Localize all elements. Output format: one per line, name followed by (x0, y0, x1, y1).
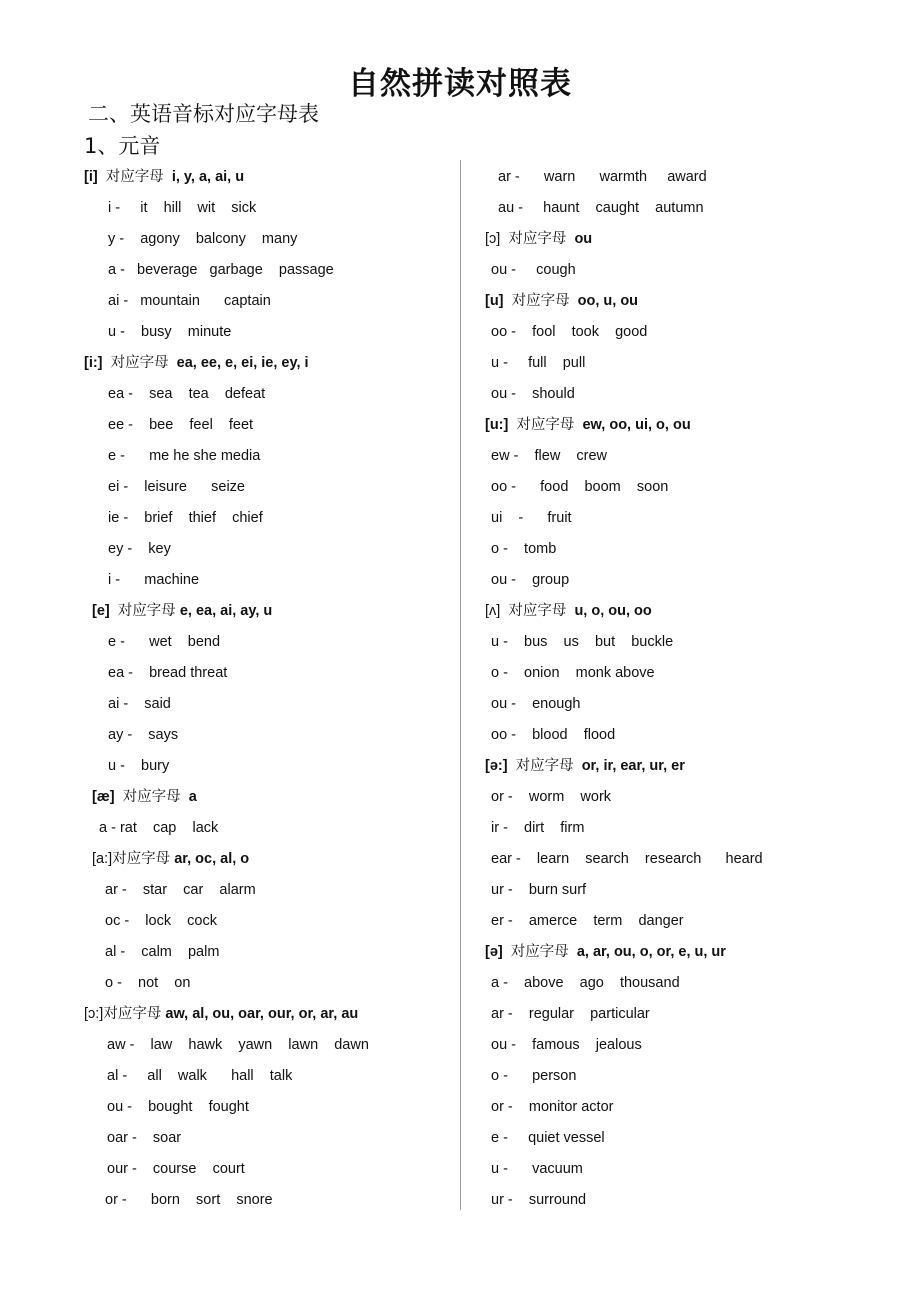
example-text: ear - learn search research heard (491, 851, 763, 867)
phoneme-ipa: [ɔ] (485, 231, 501, 247)
example-text: ee - bee feel feet (108, 417, 254, 433)
right-column (485, 162, 763, 1216)
phoneme-ipa: [æ] (92, 789, 115, 805)
example-text: ar - warn warmth award (498, 169, 707, 185)
example-text: oo - food boom soon (491, 479, 669, 495)
example-text: oo - fool took good (491, 324, 648, 340)
example-text: ou - enough (491, 696, 581, 712)
example-row (485, 658, 763, 689)
example-row (84, 1092, 369, 1123)
example-text: ur - surround (491, 1192, 587, 1208)
example-row (84, 627, 369, 658)
example-row (485, 255, 763, 286)
example-text: or - monitor actor (491, 1099, 614, 1115)
phoneme-letters: ew, oo, ui, o, ou (582, 417, 691, 433)
example-row (84, 286, 369, 317)
phoneme-ipa: [ɔ:] (84, 1006, 104, 1022)
phoneme-header (84, 999, 369, 1030)
example-row (84, 1185, 369, 1216)
example-row (485, 844, 763, 875)
phoneme-header (485, 937, 763, 968)
example-text: or - born sort snore (105, 1192, 273, 1208)
example-row (84, 1123, 369, 1154)
example-row (485, 999, 763, 1030)
phoneme-letters: i, y, a, ai, u (171, 169, 245, 185)
example-text: ir - dirt firm (491, 820, 585, 836)
example-row (84, 1061, 369, 1092)
example-text: ey - key (108, 541, 171, 557)
example-text: ou - famous jealous (491, 1037, 642, 1053)
left-column (84, 162, 369, 1216)
example-text: ea - sea tea defeat (108, 386, 266, 402)
example-row (485, 1092, 763, 1123)
example-text: au - haunt caught autumn (498, 200, 704, 216)
phoneme-ipa: [a:] (92, 851, 113, 867)
example-text: u - bury (108, 758, 170, 774)
phoneme-header (84, 782, 369, 813)
example-text: i - machine (108, 572, 200, 588)
example-row (84, 503, 369, 534)
phoneme-ipa: [ə] (485, 944, 503, 960)
subsection-heading: 1、元音 (84, 134, 161, 158)
phoneme-ipa: [i] (84, 169, 98, 185)
phoneme-letters: e, ea, ai, ay, u (179, 603, 273, 619)
phoneme-letters: aw, al, ou, oar, our, or, ar, au (165, 1006, 359, 1022)
phoneme-letters: ea, ee, e, ei, ie, ey, i (176, 355, 309, 371)
example-row (84, 968, 369, 999)
example-row (84, 658, 369, 689)
example-text: al - calm palm (105, 944, 220, 960)
example-row (485, 1123, 763, 1154)
example-text: oar - soar (107, 1130, 182, 1146)
phoneme-header (84, 348, 369, 379)
phoneme-label: 对应字母 (103, 1006, 162, 1022)
phoneme-header (84, 844, 369, 875)
example-text: aw - law hawk yawn lawn dawn (107, 1037, 369, 1053)
example-row (485, 1030, 763, 1061)
example-row (84, 410, 369, 441)
example-row (84, 751, 369, 782)
example-row (485, 503, 763, 534)
example-row (84, 534, 369, 565)
phoneme-header (485, 410, 763, 441)
example-text: ou - group (491, 572, 570, 588)
example-row (485, 193, 763, 224)
example-text: ui - fruit (491, 510, 572, 526)
example-text: o - tomb (491, 541, 557, 557)
example-row (485, 472, 763, 503)
phoneme-header (485, 286, 763, 317)
example-row (485, 689, 763, 720)
phoneme-label: 对应字母 (508, 603, 567, 619)
example-text: a - above ago thousand (491, 975, 680, 991)
example-row (84, 937, 369, 968)
example-text: u - busy minute (108, 324, 232, 340)
example-text: u - full pull (491, 355, 586, 371)
phoneme-header (485, 596, 763, 627)
example-text: or - worm work (491, 789, 612, 805)
example-text: ar - regular particular (491, 1006, 650, 1022)
example-text: o - not on (105, 975, 191, 991)
example-row (485, 348, 763, 379)
section-heading: 二、英语音标对应字母表 (88, 102, 319, 126)
phoneme-ipa: [u] (485, 293, 504, 309)
example-text: ew - flew crew (491, 448, 608, 464)
phoneme-label: 对应字母 (105, 169, 164, 185)
phoneme-label: 对应字母 (511, 293, 570, 309)
example-text: ou - should (491, 386, 575, 402)
example-text: u - vacuum (491, 1161, 583, 1177)
example-text: e - me he she media (108, 448, 261, 464)
example-text: e - wet bend (108, 634, 221, 650)
example-text: o - person (491, 1068, 577, 1084)
column-divider (460, 160, 461, 1210)
example-text: oo - blood flood (491, 727, 616, 743)
phoneme-letters: ou (574, 231, 593, 247)
example-text: oc - lock cock (105, 913, 217, 929)
example-row (485, 162, 763, 193)
example-text: i - it hill wit sick (108, 200, 257, 216)
phoneme-ipa: [ə:] (485, 758, 508, 774)
example-text: u - bus us but buckle (491, 634, 674, 650)
example-row (485, 1061, 763, 1092)
example-row (485, 317, 763, 348)
example-text: er - amerce term danger (491, 913, 684, 929)
example-row (84, 689, 369, 720)
phoneme-header (485, 224, 763, 255)
phoneme-letters: or, ir, ear, ur, er (581, 758, 685, 774)
example-row (485, 813, 763, 844)
phoneme-ipa: [u:] (485, 417, 509, 433)
example-text: y - agony balcony many (108, 231, 298, 247)
example-text: ar - star car alarm (105, 882, 256, 898)
example-text: ou - bought fought (107, 1099, 249, 1115)
phoneme-header (84, 596, 369, 627)
example-row (84, 906, 369, 937)
example-row (485, 379, 763, 410)
example-row (485, 968, 763, 999)
example-row (485, 441, 763, 472)
page-title: 自然拼读对照表 (348, 66, 572, 102)
example-row (485, 1154, 763, 1185)
example-text: our - course court (107, 1161, 245, 1177)
phoneme-label: 对应字母 (122, 789, 181, 805)
example-text: a - beverage garbage passage (108, 262, 334, 278)
example-row (84, 317, 369, 348)
example-row (84, 255, 369, 286)
example-text: ay - says (108, 727, 179, 743)
example-row (84, 472, 369, 503)
phoneme-letters: oo, u, ou (577, 293, 639, 309)
example-row (485, 720, 763, 751)
example-row (84, 193, 369, 224)
phoneme-ipa: [ʌ] (485, 603, 501, 619)
example-row (84, 224, 369, 255)
phoneme-header (485, 751, 763, 782)
example-text: ie - brief thief chief (108, 510, 263, 526)
phoneme-label: 对应字母 (112, 851, 171, 867)
example-row (84, 813, 369, 844)
example-row (84, 565, 369, 596)
example-row (485, 782, 763, 813)
example-text: ai - mountain captain (108, 293, 271, 309)
example-text: a - rat cap lack (99, 820, 219, 836)
phoneme-label: 对应字母 (508, 231, 567, 247)
phoneme-ipa: [i:] (84, 355, 103, 371)
example-row (84, 875, 369, 906)
example-text: ei - leisure seize (108, 479, 245, 495)
example-row (84, 441, 369, 472)
example-text: e - quiet vessel (491, 1130, 605, 1146)
example-row (485, 565, 763, 596)
example-text: ea - bread threat (108, 665, 228, 681)
example-row (84, 720, 369, 751)
example-row (485, 1185, 763, 1216)
example-row (485, 627, 763, 658)
phoneme-header (84, 162, 369, 193)
example-row (485, 534, 763, 565)
phoneme-label: 对应字母 (110, 355, 169, 371)
example-text: o - onion monk above (491, 665, 655, 681)
example-text: ou - cough (491, 262, 576, 278)
example-row (84, 1154, 369, 1185)
phoneme-letters: ar, oc, al, o (174, 851, 250, 867)
phoneme-letters: a (188, 789, 197, 805)
phoneme-label: 对应字母 (510, 944, 569, 960)
example-row (485, 906, 763, 937)
example-text: ur - burn surf (491, 882, 587, 898)
phoneme-letters: a, ar, ou, o, or, e, u, ur (576, 944, 726, 960)
phoneme-ipa: [e] (92, 603, 110, 619)
example-text: al - all walk hall talk (107, 1068, 293, 1084)
example-row (84, 379, 369, 410)
example-text: ai - said (108, 696, 171, 712)
phoneme-label: 对应字母 (515, 758, 574, 774)
phoneme-label: 对应字母 (117, 603, 176, 619)
example-row (84, 1030, 369, 1061)
example-row (485, 875, 763, 906)
phoneme-letters: u, o, ou, oo (574, 603, 652, 619)
phoneme-label: 对应字母 (516, 417, 575, 433)
